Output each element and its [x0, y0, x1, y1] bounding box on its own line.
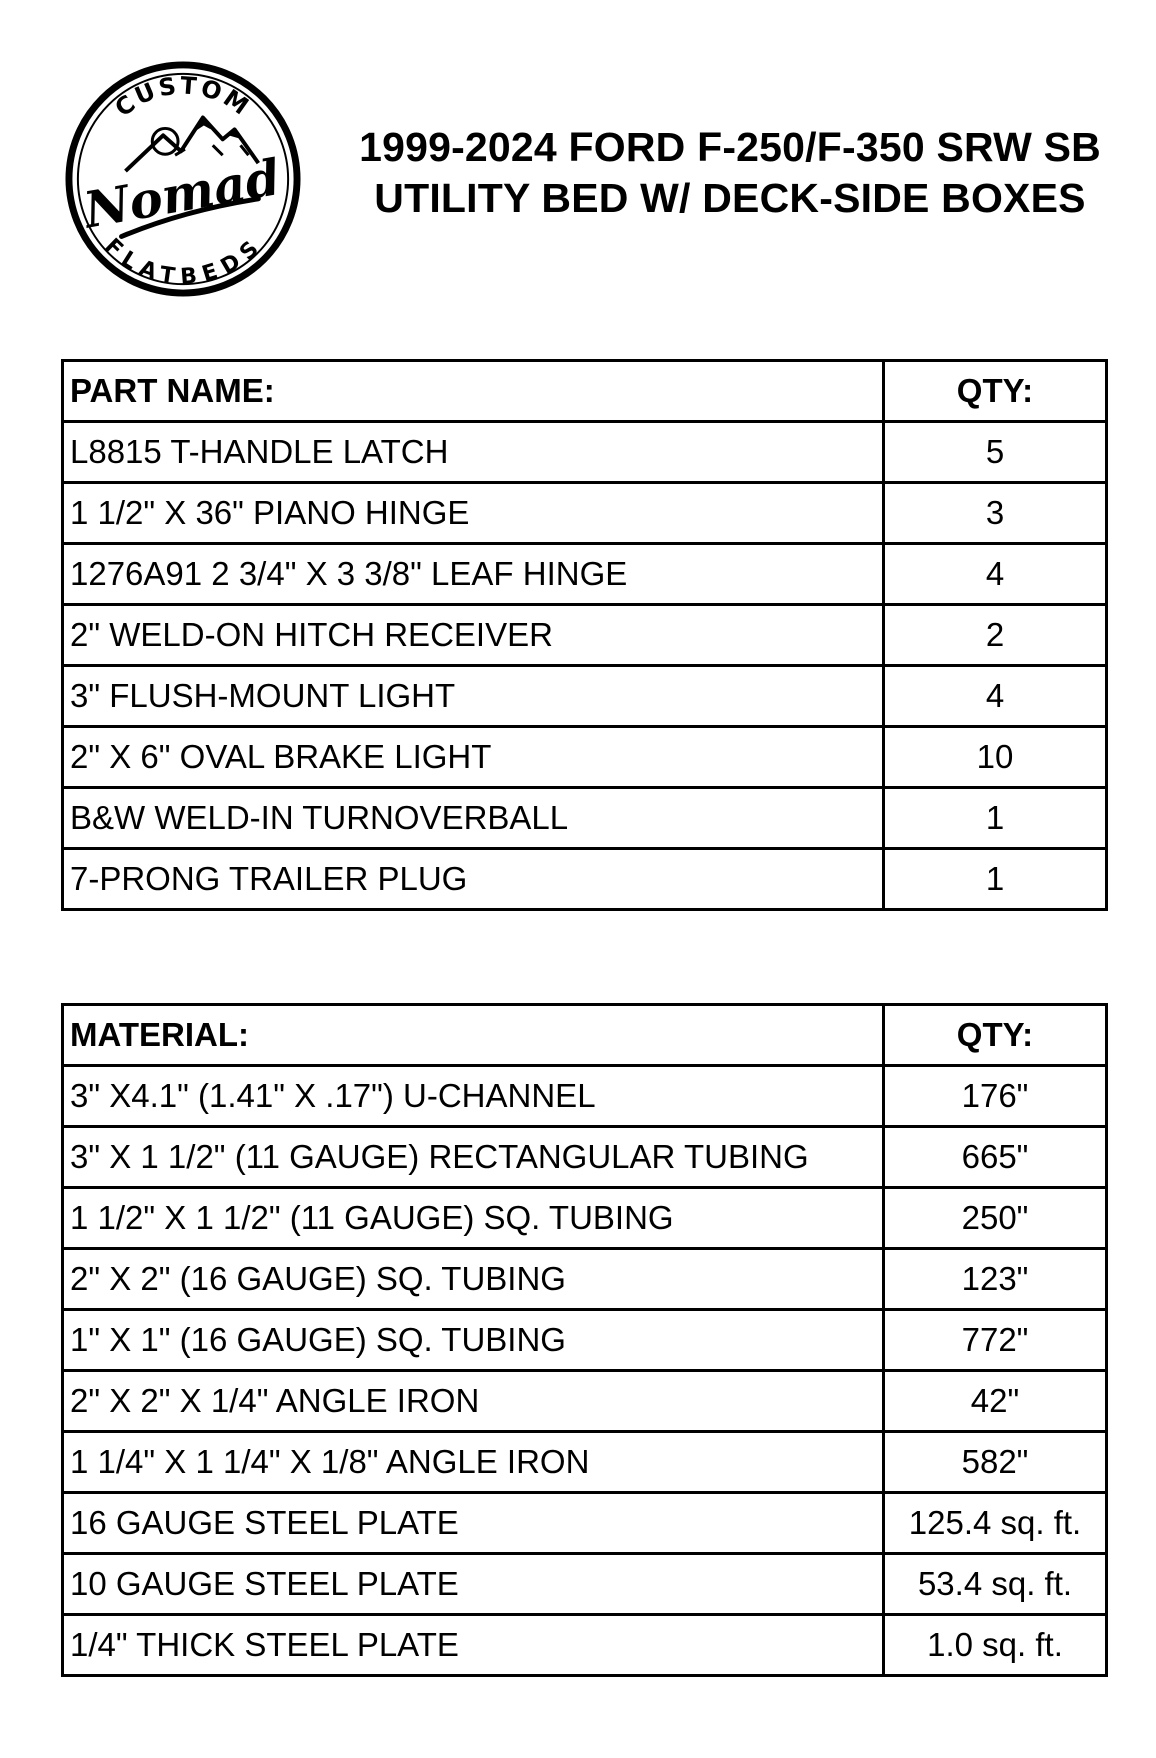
- table-row: [63, 1066, 1107, 1127]
- material-qty-cell: 665": [884, 1127, 1107, 1188]
- part-qty-cell: 4: [884, 666, 1107, 727]
- material-name-cell: 16 GAUGE STEEL PLATE: [63, 1493, 884, 1554]
- materials-name-header: MATERIAL:: [63, 1005, 884, 1066]
- materials-table: [61, 1003, 1108, 1677]
- svg-text:FLATBEDS: [99, 234, 266, 290]
- material-name-cell: 3" X 1 1/2" (11 GAUGE) RECTANGULAR TUBING: [63, 1127, 884, 1188]
- part-qty-cell: 1: [884, 849, 1107, 910]
- material-qty-cell: 53.4 sq. ft.: [884, 1554, 1107, 1615]
- parts-qty-header: QTY:: [884, 361, 1107, 422]
- material-qty-cell: 772": [884, 1310, 1107, 1371]
- table-row: [63, 605, 1107, 666]
- material-name-cell: 2" X 2" X 1/4" ANGLE IRON: [63, 1371, 884, 1432]
- title-line-1: 1999-2024 FORD F-250/F-350 SRW SB: [359, 124, 1101, 170]
- parts-header-row: [63, 361, 1107, 422]
- material-name-cell: 1 1/4" X 1 1/4" X 1/8" ANGLE IRON: [63, 1432, 884, 1493]
- part-qty-cell: 3: [884, 483, 1107, 544]
- parts-table: [61, 359, 1108, 911]
- material-qty-cell: 582": [884, 1432, 1107, 1493]
- table-row: [63, 422, 1107, 483]
- material-name-cell: 1 1/2" X 1 1/2" (11 GAUGE) SQ. TUBING: [63, 1188, 884, 1249]
- materials-header-row: [63, 1005, 1107, 1066]
- material-name-cell: 10 GAUGE STEEL PLATE: [63, 1554, 884, 1615]
- table-row: [63, 1615, 1107, 1676]
- material-name-cell: 2" X 2" (16 GAUGE) SQ. TUBING: [63, 1249, 884, 1310]
- table-row: [63, 1493, 1107, 1554]
- table-row: [63, 1127, 1107, 1188]
- logo-top-text: CUSTOM: [109, 71, 257, 123]
- part-name-cell: 1 1/2" X 36" PIANO HINGE: [63, 483, 884, 544]
- table-row: [63, 849, 1107, 910]
- material-qty-cell: 250": [884, 1188, 1107, 1249]
- part-name-cell: 2" X 6" OVAL BRAKE LIGHT: [63, 727, 884, 788]
- material-qty-cell: 176": [884, 1066, 1107, 1127]
- material-qty-cell: 42": [884, 1371, 1107, 1432]
- table-row: [63, 1249, 1107, 1310]
- logo-bottom-text: FLATBEDS: [99, 233, 267, 290]
- part-name-cell: B&W WELD-IN TURNOVERBALL: [63, 788, 884, 849]
- part-qty-cell: 2: [884, 605, 1107, 666]
- part-name-cell: 1276A91 2 3/4" X 3 3/8" LEAF HINGE: [63, 544, 884, 605]
- material-name-cell: 3" X4.1" (1.41" X .17") U-CHANNEL: [63, 1066, 884, 1127]
- parts-name-header: PART NAME:: [63, 361, 884, 422]
- document-title: [310, 122, 1150, 224]
- table-row: [63, 544, 1107, 605]
- table-row: [63, 1432, 1107, 1493]
- materials-qty-header: QTY:: [884, 1005, 1107, 1066]
- part-name-cell: 3" FLUSH-MOUNT LIGHT: [63, 666, 884, 727]
- logo-script-text: Nomad: [79, 147, 285, 240]
- table-row: [63, 483, 1107, 544]
- material-qty-cell: 123": [884, 1249, 1107, 1310]
- part-qty-cell: 10: [884, 727, 1107, 788]
- part-name-cell: 2" WELD-ON HITCH RECEIVER: [63, 605, 884, 666]
- material-name-cell: 1/4" THICK STEEL PLATE: [63, 1615, 884, 1676]
- table-row: [63, 1371, 1107, 1432]
- table-row: [63, 666, 1107, 727]
- part-qty-cell: 4: [884, 544, 1107, 605]
- custom-nomad-flatbeds-logo: [64, 60, 302, 298]
- material-qty-cell: 125.4 sq. ft.: [884, 1493, 1107, 1554]
- material-qty-cell: 1.0 sq. ft.: [884, 1615, 1107, 1676]
- part-qty-cell: 5: [884, 422, 1107, 483]
- table-row: [63, 1554, 1107, 1615]
- part-name-cell: 7-PRONG TRAILER PLUG: [63, 849, 884, 910]
- title-line-2: UTILITY BED W/ DECK-SIDE BOXES: [374, 175, 1086, 221]
- part-qty-cell: 1: [884, 788, 1107, 849]
- table-row: [63, 1310, 1107, 1371]
- table-row: [63, 727, 1107, 788]
- part-name-cell: L8815 T-HANDLE LATCH: [63, 422, 884, 483]
- table-row: [63, 1188, 1107, 1249]
- table-row: [63, 788, 1107, 849]
- material-name-cell: 1" X 1" (16 GAUGE) SQ. TUBING: [63, 1310, 884, 1371]
